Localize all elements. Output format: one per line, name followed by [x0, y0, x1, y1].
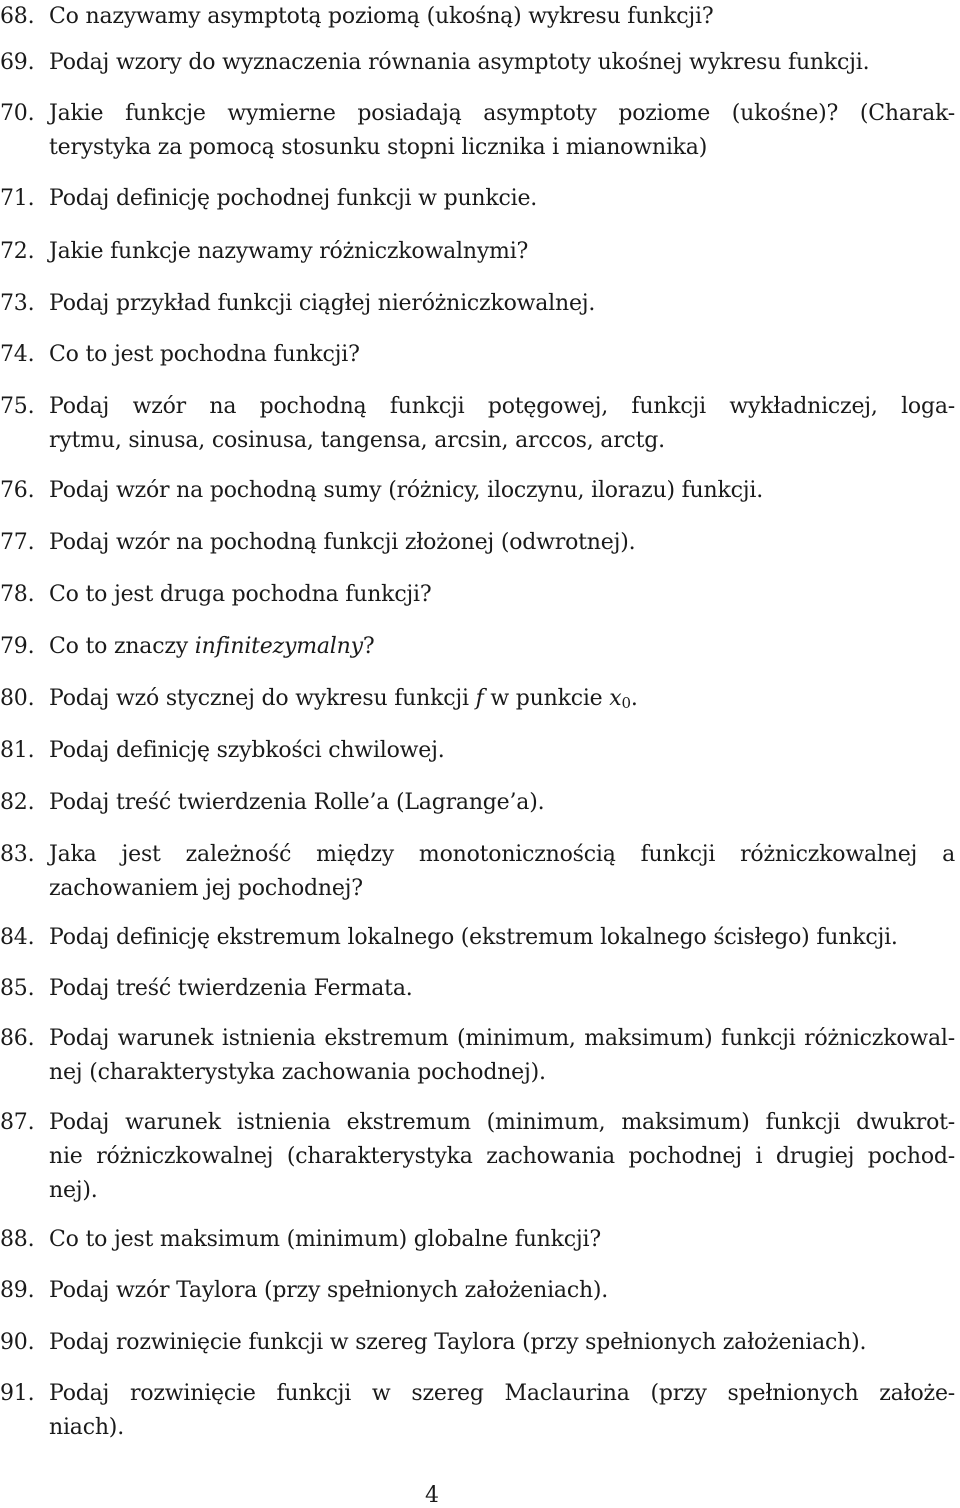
question-text: Podaj treść twierdzenia Fermata.: [49, 976, 413, 1001]
question-text-line: Podaj wzór na pochodną funkcji potęgowej, funkcji wykładniczej, loga-: [49, 394, 955, 419]
question-text: Co to jest druga pochodna funkcji?: [49, 582, 432, 607]
question-text: Podaj wzór na pochodną sumy (różnicy, iloczynu, ilorazu) funkcji.: [49, 478, 763, 503]
question-number: 74.: [0, 342, 35, 367]
question-text: Co to jest maksimum (minimum) globalne funkcji?: [49, 1227, 601, 1252]
question-85: [0, 972, 955, 1006]
text-suffix: .: [630, 686, 638, 711]
question-text: Podaj definicję pochodnej funkcji w punkcie.: [49, 186, 538, 211]
question-number: 82.: [0, 790, 35, 815]
question-number: 90.: [0, 1330, 35, 1355]
question-number: 84.: [0, 925, 35, 950]
question-text-line: nej (charakterystyka zachowania pochodnej).: [49, 1060, 546, 1085]
question-text: Podaj definicję ekstremum lokalnego (ekstremum lokalnego ścisłego) funkcji.: [49, 925, 898, 950]
question-text: Jakie funkcje nazywamy różniczkowalnymi?: [49, 239, 529, 264]
question-text: Podaj wzory do wyznaczenia równania asymptoty ukośnej wykresu funkcji.: [49, 50, 870, 75]
question-74: [0, 338, 955, 372]
question-text-line: nie różniczkowalnej (charakterystyka zachowania pochodnej i drugiej pochod-: [49, 1144, 955, 1169]
math-variable-x: x: [609, 686, 622, 711]
question-text-line: Podaj warunek istnienia ekstremum (minimum, maksimum) funkcji różniczkowal-: [49, 1026, 955, 1051]
emphasized-term: infinitezymalny: [194, 634, 363, 659]
question-text: Podaj definicję szybkości chwilowej.: [49, 738, 445, 763]
question-text-line: Jaka jest zależność między monotonicznością funkcji różniczkowalnej a: [49, 842, 955, 867]
question-text-line: niach).: [49, 1415, 124, 1440]
question-text-line: Jakie funkcje wymierne posiadają asymptoty poziome (ukośne)? (Charak-: [49, 101, 955, 126]
question-text-line: Podaj warunek istnienia ekstremum (minimum, maksimum) funkcji dwukrot-: [49, 1110, 955, 1135]
question-90: [0, 1326, 955, 1360]
question-number: 86.: [0, 1026, 35, 1051]
question-number: 87.: [0, 1110, 35, 1135]
question-number: 83.: [0, 842, 35, 867]
question-91: [0, 1377, 955, 1445]
question-number: 70.: [0, 101, 35, 126]
question-text: Podaj przykład funkcji ciągłej nieróżniczkowalnej.: [49, 291, 596, 316]
question-number: 85.: [0, 976, 35, 1001]
question-77: [0, 526, 955, 560]
text-prefix: Podaj wzó stycznej do wykresu funkcji: [49, 686, 476, 711]
question-text-line: rytmu, sinusa, cosinusa, tangensa, arcsin, arccos, arctg.: [49, 428, 665, 453]
question-number: 71.: [0, 186, 35, 211]
question-75: [0, 390, 955, 458]
question-text: Podaj rozwinięcie funkcji w szereg Taylora (przy spełnionych założeniach).: [49, 1330, 867, 1355]
question-text: Podaj wzór na pochodną funkcji złożonej (odwrotnej).: [49, 530, 636, 555]
question-text-line: nej).: [49, 1178, 98, 1203]
question-72: [0, 235, 955, 269]
question-68: [0, 0, 955, 34]
question-84: [0, 921, 955, 955]
question-number: 77.: [0, 530, 35, 555]
question-83: [0, 838, 955, 906]
text-prefix: Co to znaczy: [49, 634, 195, 659]
question-76: [0, 474, 955, 508]
question-text: Podaj wzór Taylora (przy spełnionych założeniach).: [49, 1278, 609, 1303]
math-subscript: 0: [621, 694, 631, 712]
text-suffix: ?: [362, 634, 375, 659]
question-number: 79.: [0, 634, 35, 659]
question-73: [0, 287, 955, 321]
question-86: [0, 1022, 955, 1090]
question-70: [0, 97, 955, 165]
question-81: [0, 734, 955, 768]
question-number: 73.: [0, 291, 35, 316]
question-text-line: Podaj rozwinięcie funkcji w szereg Maclaurina (przy spełnionych założe-: [49, 1381, 955, 1406]
question-number: 76.: [0, 478, 35, 503]
question-89: [0, 1274, 955, 1308]
text-middle: w punkcie: [483, 686, 610, 711]
math-variable-f: f: [475, 686, 484, 711]
question-82: [0, 786, 955, 820]
question-number: 89.: [0, 1278, 35, 1303]
question-text: Co to jest pochodna funkcji?: [49, 342, 360, 367]
question-text: [49, 630, 955, 664]
question-number: 68.: [0, 4, 35, 29]
question-number: 81.: [0, 738, 35, 763]
question-87: [0, 1106, 955, 1208]
question-88: [0, 1223, 955, 1257]
question-text-line: terystyka za pomocą stosunku stopni licznika i mianownika): [49, 135, 708, 160]
page-number: 4: [425, 1483, 439, 1508]
question-text: Co nazywamy asymptotą poziomą (ukośną) wykresu funkcji?: [49, 4, 714, 29]
question-number: 91.: [0, 1381, 35, 1406]
question-78: [0, 578, 955, 612]
question-text: [49, 682, 955, 716]
question-80: [0, 682, 955, 716]
question-69: [0, 46, 955, 80]
question-79: [0, 630, 955, 664]
question-number: 69.: [0, 50, 35, 75]
question-number: 80.: [0, 686, 35, 711]
question-number: 78.: [0, 582, 35, 607]
question-number: 72.: [0, 239, 35, 264]
question-number: 88.: [0, 1227, 35, 1252]
question-text: Podaj treść twierdzenia Rolle’a (Lagrange’a).: [49, 790, 545, 815]
question-number: 75.: [0, 394, 35, 419]
question-71: [0, 182, 955, 216]
question-text-line: zachowaniem jej pochodnej?: [49, 876, 363, 901]
